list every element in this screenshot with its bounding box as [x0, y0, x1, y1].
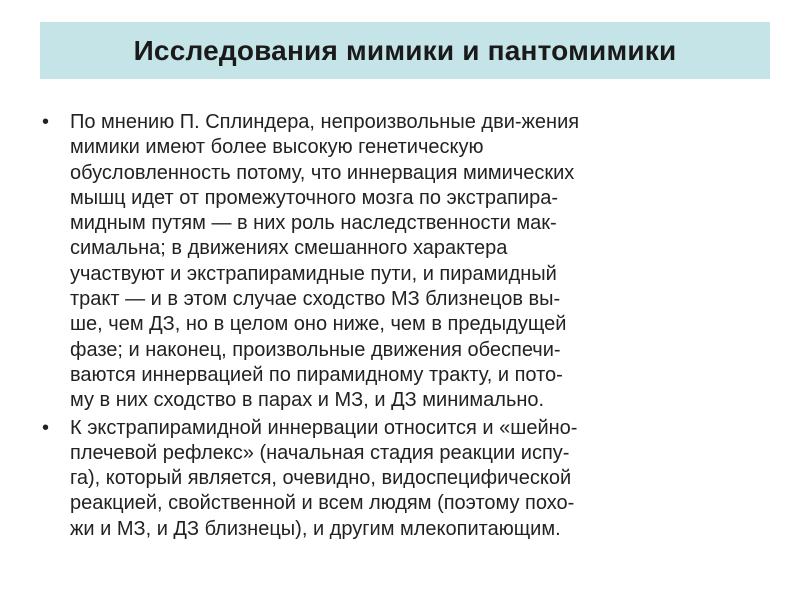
slide-title: Исследования мимики и пантомимики: [133, 34, 677, 66]
bullet-1-line-8: тракт — и в этом случае сходство МЗ близнецов вы-: [70, 288, 561, 311]
bullet-item-1: [40, 110, 760, 414]
bullet-list: [40, 110, 760, 544]
title-banner: [40, 22, 770, 79]
bullet-1-line-2: мимики имеют более высокую генетическую: [70, 136, 484, 159]
bullet-1-line-3: обусловленность потому, что иннервация мимических: [70, 161, 575, 184]
bullet-2-line-3: га), который является, очевидно, видоспецифической: [70, 467, 572, 490]
bullet-1-line-11: ваются иннервацией по пирамидному тракту, и пото-: [70, 363, 563, 386]
bullet-1-line-4: мышц идет от промежуточного мозга по экстрапира-: [70, 186, 559, 209]
bullet-1-line-6: симальна; в движениях смешанного характера: [70, 237, 508, 260]
bullet-2-line-2: плечевой рефлекс» (начальная стадия реакции испу-: [70, 441, 570, 464]
bullet-2-line-4: реакцией, свойственной и всем людям (поэтому похо-: [70, 492, 575, 515]
bullet-1-line-5: мидным путям — в них роль наследственности мак-: [70, 212, 557, 235]
bullet-2-line-5: жи и МЗ, и ДЗ близнецы), и другим млекопитающим.: [70, 517, 561, 540]
bullet-1-line-1: По мнению П. Сплиндера, непроизвольные дви-жения: [70, 111, 580, 133]
bullet-1-line-9: ше, чем ДЗ, но в целом оно ниже, чем в предыдущей: [70, 313, 567, 336]
bullet-marker: •: [42, 416, 50, 439]
bullet-1-line-10: фазе; и наконец, произвольные движения обеспечи-: [70, 338, 561, 361]
bullet-1-line-7: участвуют и экстрапирамидные пути, и пирамидный: [70, 262, 557, 285]
bullet-1-line-12: му в них сходство в парах и МЗ, и ДЗ минимально.: [70, 389, 545, 412]
bullet-marker: •: [42, 111, 50, 133]
bullet-item-2: [40, 416, 760, 542]
bullet-2-line-1: К экстрапирамидной иннервации относится и «шейно-: [70, 416, 578, 439]
